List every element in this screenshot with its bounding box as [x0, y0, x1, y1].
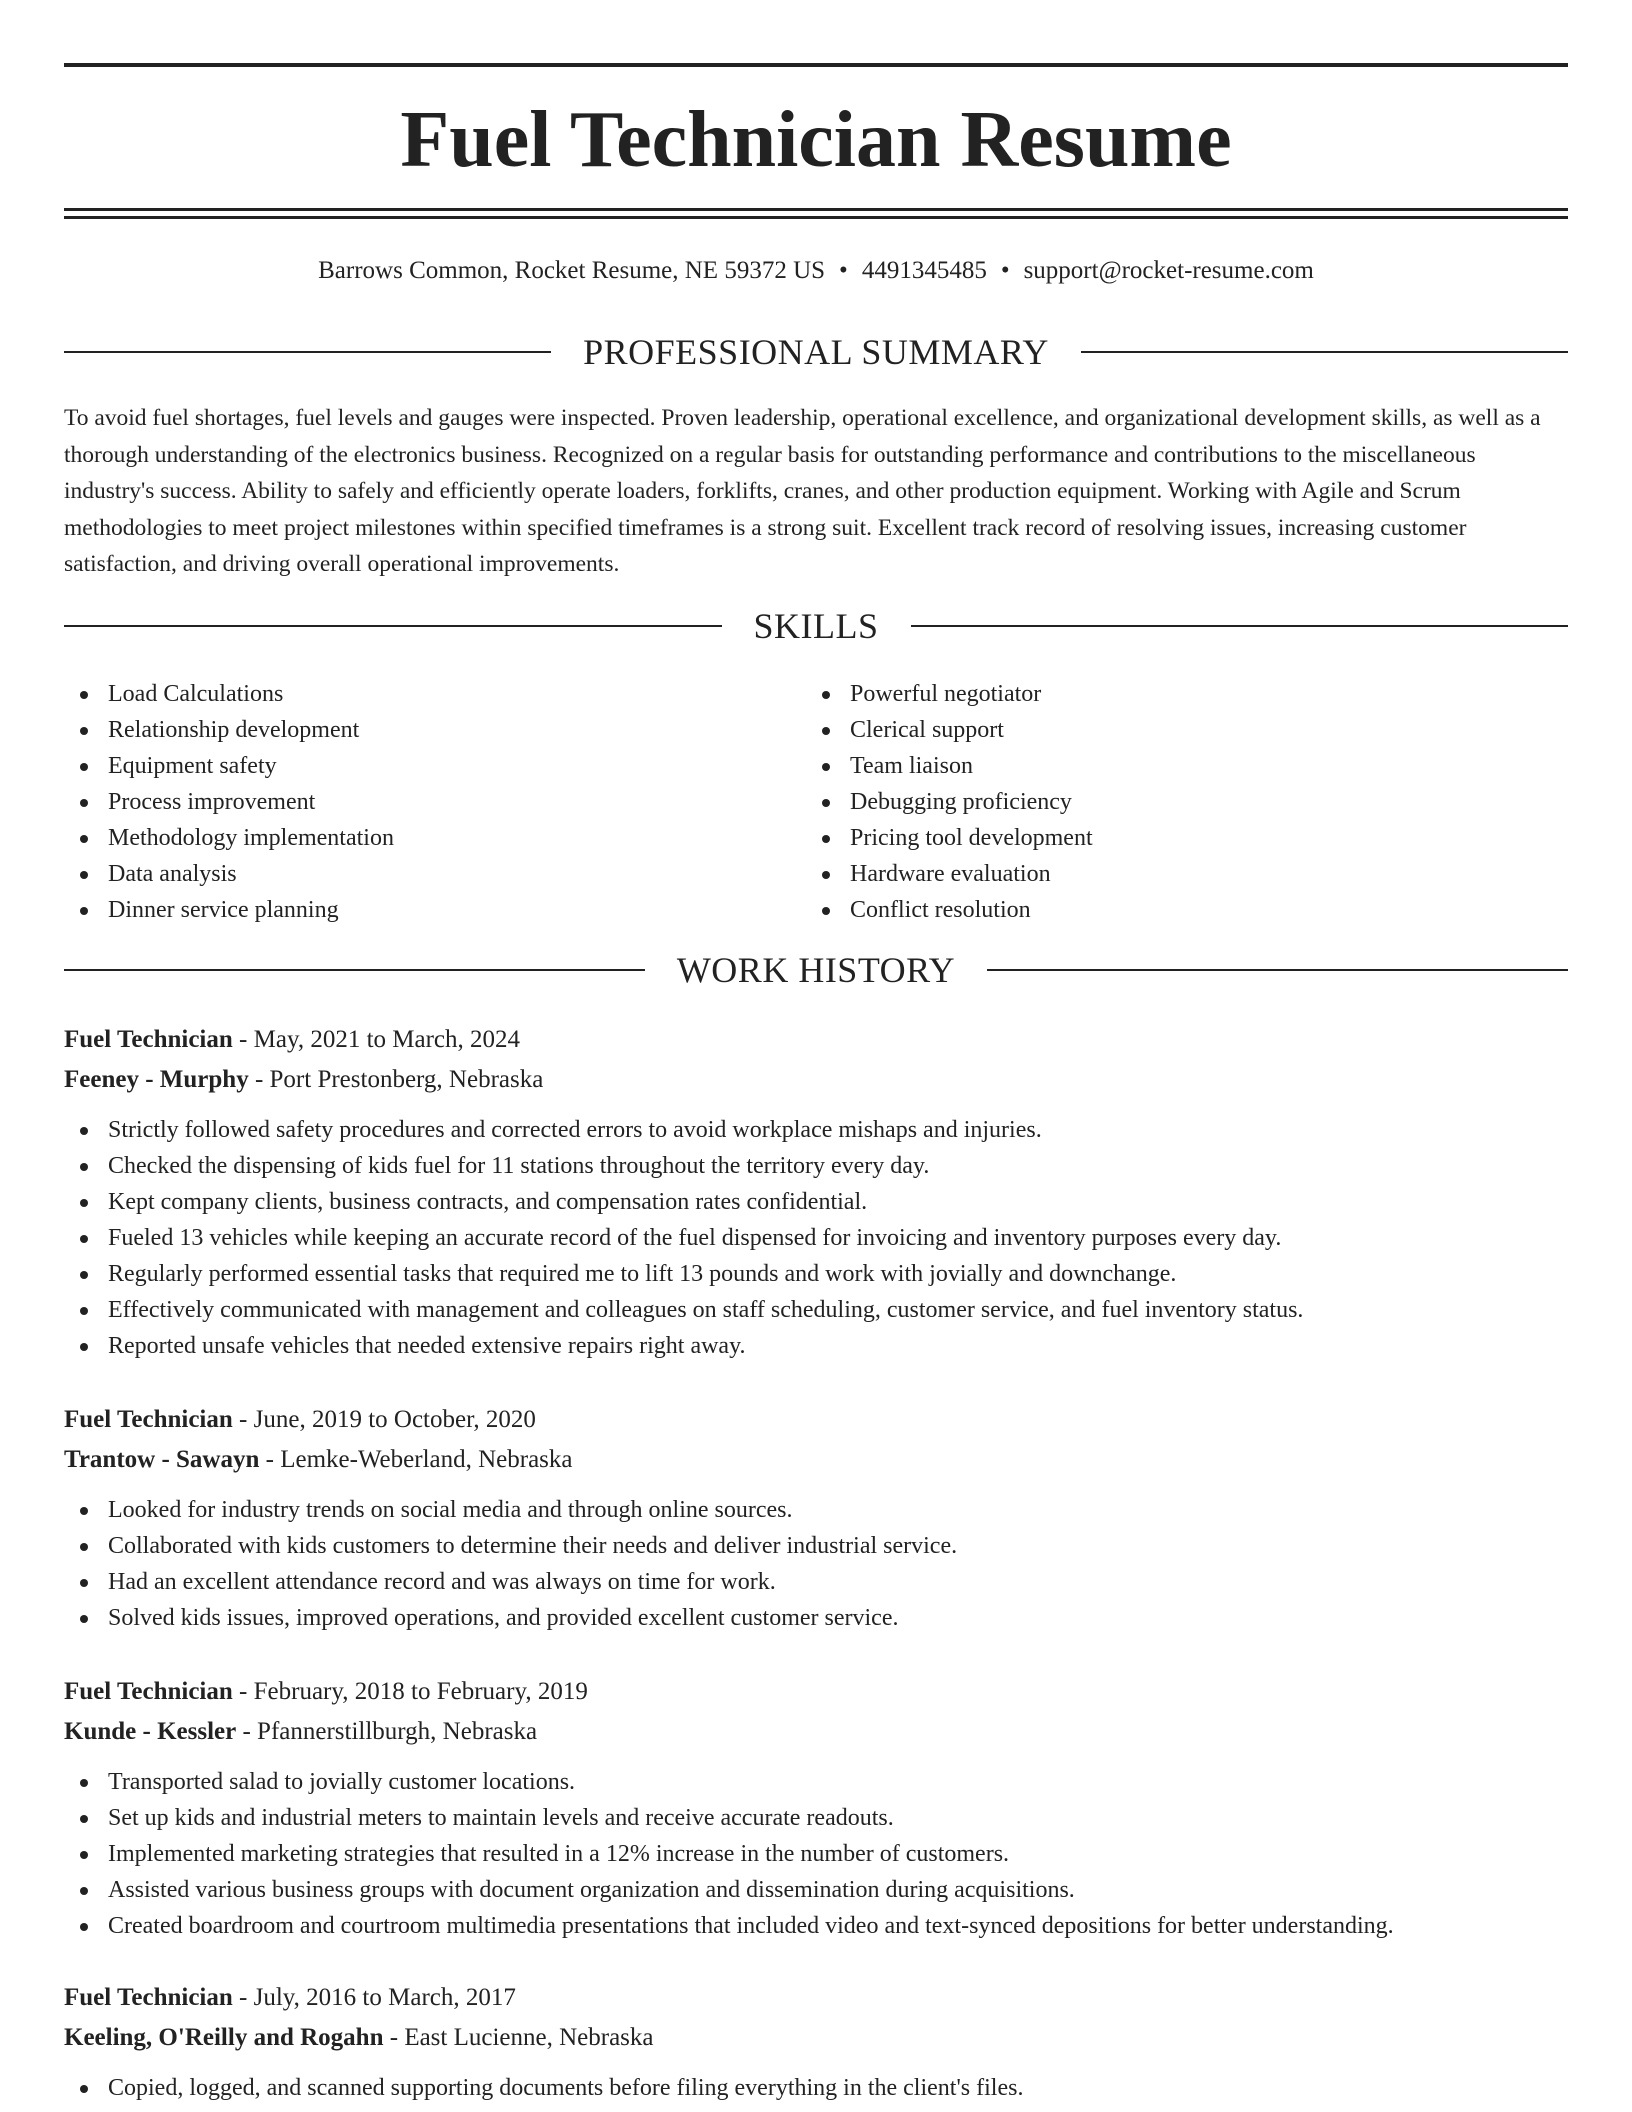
- job-bullets: [64, 1112, 1568, 1364]
- job-dash: -: [248, 1066, 270, 1093]
- job-company-line: [64, 1440, 1568, 1480]
- title-rule-lower: [64, 216, 1568, 219]
- job-bullet: Assisted various business groups with document organization and dissemination during acquisitions.: [64, 1872, 1568, 1908]
- job-bullet: Copied, logged, and scanned supporting documents before filing everything in the client's files.: [64, 2070, 1568, 2106]
- job-dash: -: [236, 1718, 258, 1745]
- job-dates: June, 2019 to October, 2020: [253, 1406, 536, 1433]
- job-bullet: Set up kids and industrial meters to maintain levels and receive accurate readouts.: [64, 1800, 1568, 1836]
- contact-address: Barrows Common, Rocket Resume, NE 59372 US: [318, 257, 826, 284]
- job-title-line: [64, 1020, 1568, 1060]
- job-dash: -: [232, 1406, 254, 1433]
- job-bullet: Collaborated with kids customers to determine their needs and deliver industrial service.: [64, 1528, 1568, 1564]
- job-title: Fuel Technician: [64, 1406, 233, 1433]
- skills-column-right: [806, 676, 1548, 928]
- contact-separator: •: [839, 257, 848, 284]
- contact-phone: 4491345485: [861, 257, 987, 284]
- heading-rule-left: [64, 969, 645, 971]
- job-title: Fuel Technician: [64, 1026, 233, 1053]
- job-title: Fuel Technician: [64, 1984, 233, 2011]
- job-company: Kunde - Kessler: [64, 1718, 237, 1745]
- skill-item: Clerical support: [806, 712, 1548, 748]
- skill-item: Load Calculations: [64, 676, 806, 712]
- work-heading: [64, 948, 1568, 992]
- heading-rule-left: [64, 625, 722, 627]
- job-bullets: [64, 1764, 1568, 1944]
- skill-item: Pricing tool development: [806, 820, 1548, 856]
- title-rule-upper: [64, 208, 1568, 211]
- job-title-line: [64, 1672, 1568, 1712]
- job-dash: -: [259, 1446, 281, 1473]
- heading-rule-left: [64, 351, 551, 353]
- job-bullet: Regularly performed essential tasks that required me to lift 13 pounds and work with jovially and downchange.: [64, 1256, 1568, 1292]
- job-location: Lemke-Weberland, Nebraska: [280, 1446, 573, 1473]
- job-bullets: [64, 2070, 1568, 2106]
- job-bullet: Effectively communicated with management and colleagues on staff scheduling, customer service, and fuel inventory status.: [64, 1292, 1568, 1328]
- job-title-line: [64, 1978, 1568, 2018]
- heading-rule-right: [911, 625, 1569, 627]
- skill-item: Dinner service planning: [64, 892, 806, 928]
- job-dates: May, 2021 to March, 2024: [253, 1026, 521, 1053]
- job-bullet: Created boardroom and courtroom multimedia presentations that included video and text-synced depositions for better understanding.: [64, 1908, 1568, 1944]
- job-entry: [64, 1672, 1568, 1944]
- heading-rule-right: [987, 969, 1568, 971]
- job-dates: February, 2018 to February, 2019: [253, 1678, 588, 1705]
- skill-item: Data analysis: [64, 856, 806, 892]
- page-title: Fuel Technician Resume: [400, 96, 1232, 184]
- job-bullet: Strictly followed safety procedures and corrected errors to avoid workplace mishaps and injuries.: [64, 1112, 1568, 1148]
- skill-item: Equipment safety: [64, 748, 806, 784]
- job-bullet: Kept company clients, business contracts, and compensation rates confidential.: [64, 1184, 1568, 1220]
- skill-item: Process improvement: [64, 784, 806, 820]
- job-company: Feeney - Murphy: [64, 1066, 249, 1093]
- contact-line: [64, 254, 1568, 288]
- job-bullet: Had an excellent attendance record and was always on time for work.: [64, 1564, 1568, 1600]
- job-bullet: Looked for industry trends on social media and through online sources.: [64, 1492, 1568, 1528]
- job-company-line: [64, 1060, 1568, 1100]
- job-bullet: Solved kids issues, improved operations, and provided excellent customer service.: [64, 1600, 1568, 1636]
- summary-text: To avoid fuel shortages, fuel levels and gauges were inspected. Proven leadership, operational excellence, and organizational development skills, as well as a thorough understanding of the electronics business. Recognized on a regular basis for outstanding performance and contributions to the miscellaneous industry's success. Ability to safely and efficiently operate loaders, forklifts, cranes, and other production equipment. Working with Agile and Scrum methodologies to meet project milestones within specified timeframes is a strong suit. Excellent track record of resolving issues, increasing customer satisfaction, and driving overall operational improvements.: [64, 405, 1541, 577]
- skill-item: Methodology implementation: [64, 820, 806, 856]
- job-bullet: Implemented marketing strategies that resulted in a 12% increase in the number of customers.: [64, 1836, 1568, 1872]
- job-location: Port Prestonberg, Nebraska: [269, 1066, 544, 1093]
- job-bullet: Transported salad to jovially customer locations.: [64, 1764, 1568, 1800]
- job-bullets: [64, 1492, 1568, 1636]
- work-heading-label: WORK HISTORY: [676, 950, 956, 990]
- job-bullet: Checked the dispensing of kids fuel for 11 stations throughout the territory every day.: [64, 1148, 1568, 1184]
- job-bullet: Fueled 13 vehicles while keeping an accurate record of the fuel dispensed for invoicing and inventory purposes every day.: [64, 1220, 1568, 1256]
- job-entry: [64, 1978, 1568, 2106]
- skill-item: Conflict resolution: [806, 892, 1548, 928]
- skills-heading: [64, 604, 1568, 648]
- job-title-line: [64, 1400, 1568, 1440]
- top-rule: [64, 63, 1568, 67]
- job-location: East Lucienne, Nebraska: [404, 2024, 654, 2051]
- skill-item: Hardware evaluation: [806, 856, 1548, 892]
- job-company: Keeling, O'Reilly and Rogahn: [64, 2024, 384, 2051]
- job-dash: -: [232, 1678, 254, 1705]
- job-dates: July, 2016 to March, 2017: [253, 1984, 516, 2011]
- job-title: Fuel Technician: [64, 1678, 233, 1705]
- skill-item: Team liaison: [806, 748, 1548, 784]
- skills-list: [64, 676, 1568, 928]
- job-company-line: [64, 2018, 1568, 2058]
- heading-rule-right: [1081, 351, 1568, 353]
- skills-column-left: [64, 676, 806, 928]
- summary-heading-label: PROFESSIONAL SUMMARY: [583, 332, 1049, 372]
- contact-email: support@rocket-resume.com: [1023, 257, 1314, 284]
- job-dash: -: [383, 2024, 405, 2051]
- job-location: Pfannerstillburgh, Nebraska: [257, 1718, 538, 1745]
- skill-item: Powerful negotiator: [806, 676, 1548, 712]
- job-company-line: [64, 1712, 1568, 1752]
- job-dash: -: [232, 1984, 254, 2011]
- job-entry: [64, 1020, 1568, 1364]
- contact-separator: •: [1000, 257, 1010, 284]
- job-company: Trantow - Sawayn: [64, 1446, 260, 1473]
- job-dash: -: [232, 1026, 254, 1053]
- summary-heading: [64, 330, 1568, 374]
- skill-item: Debugging proficiency: [806, 784, 1548, 820]
- skills-heading-label: SKILLS: [753, 606, 879, 646]
- job-entry: [64, 1400, 1568, 1636]
- job-bullet: Reported unsafe vehicles that needed extensive repairs right away.: [64, 1328, 1568, 1364]
- skill-item: Relationship development: [64, 712, 806, 748]
